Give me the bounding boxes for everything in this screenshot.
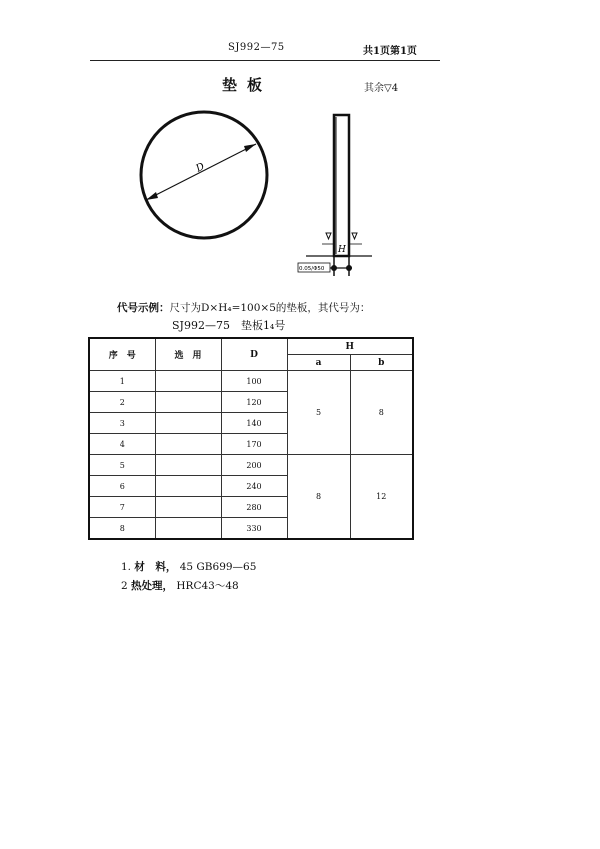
header-a: a bbox=[287, 355, 350, 371]
cell-seq: 5 bbox=[89, 455, 155, 476]
code-example-text: 尺寸为D×H₄=100×5的垫板，其代号为： bbox=[169, 302, 371, 314]
cell-usage bbox=[155, 518, 221, 540]
cell-d: 240 bbox=[221, 476, 287, 497]
table-row bbox=[89, 455, 413, 476]
note-label: 热处理， bbox=[131, 580, 174, 592]
note-number: 2 bbox=[121, 580, 128, 592]
plate-top-view-circle bbox=[141, 112, 267, 238]
cell-a-group-2: 8 bbox=[287, 455, 350, 540]
cell-d: 120 bbox=[221, 392, 287, 413]
page-title: 垫板 bbox=[222, 76, 273, 94]
standard-code: SJ992—75 bbox=[228, 42, 285, 53]
diameter-label: D bbox=[194, 161, 207, 175]
cell-d: 200 bbox=[221, 455, 287, 476]
surface-roughness-note: 其余▽4 bbox=[364, 83, 399, 94]
cell-seq: 4 bbox=[89, 434, 155, 455]
diameter-arrow-left-icon bbox=[146, 192, 158, 200]
cell-seq: 6 bbox=[89, 476, 155, 497]
roughness-symbol-left-icon bbox=[326, 233, 331, 239]
cell-usage bbox=[155, 455, 221, 476]
cell-d: 100 bbox=[221, 371, 287, 392]
note-label: 材 料， bbox=[134, 561, 177, 573]
code-example-lead: 代号示例： bbox=[117, 302, 170, 314]
header-b: b bbox=[350, 355, 413, 371]
cell-usage bbox=[155, 413, 221, 434]
technical-drawing bbox=[0, 0, 600, 300]
cell-seq: 2 bbox=[89, 392, 155, 413]
cell-seq: 1 bbox=[89, 371, 155, 392]
cell-usage bbox=[155, 371, 221, 392]
header-d: D bbox=[221, 338, 287, 371]
code-example bbox=[117, 300, 370, 315]
page-info: 共1页第1页 bbox=[363, 46, 417, 57]
cell-seq: 8 bbox=[89, 518, 155, 540]
height-label: H bbox=[338, 245, 346, 255]
header-seq: 序 号 bbox=[89, 338, 155, 371]
table-row bbox=[89, 371, 413, 392]
datum-point-right-icon bbox=[346, 265, 352, 271]
tolerance-label: 0.05/Φ50 bbox=[299, 266, 325, 272]
cell-usage bbox=[155, 434, 221, 455]
note-heat-treatment bbox=[121, 578, 239, 593]
cell-usage bbox=[155, 497, 221, 518]
code-example-code: SJ992—75 垫板1₄号 bbox=[172, 319, 286, 332]
cell-d: 280 bbox=[221, 497, 287, 518]
cell-seq: 3 bbox=[89, 413, 155, 434]
diameter-arrow-right-icon bbox=[244, 144, 256, 152]
header-usage: 选 用 bbox=[155, 338, 221, 371]
cell-a-group-1: 5 bbox=[287, 371, 350, 455]
spec-table bbox=[88, 337, 414, 540]
cell-usage bbox=[155, 392, 221, 413]
note-value: 45 GB699—65 bbox=[179, 561, 257, 573]
cell-d: 140 bbox=[221, 413, 287, 434]
note-material bbox=[121, 559, 256, 574]
cell-usage bbox=[155, 476, 221, 497]
cell-d: 170 bbox=[221, 434, 287, 455]
note-number: 1. bbox=[121, 561, 132, 573]
note-value: HRC43～48 bbox=[176, 580, 239, 592]
cell-d: 330 bbox=[221, 518, 287, 540]
roughness-symbol-right-icon bbox=[352, 233, 357, 239]
cell-seq: 7 bbox=[89, 497, 155, 518]
datum-point-left-icon bbox=[331, 265, 337, 271]
cell-b-group-2: 12 bbox=[350, 455, 413, 540]
header-h: H bbox=[287, 338, 413, 355]
cell-b-group-1: 8 bbox=[350, 371, 413, 455]
